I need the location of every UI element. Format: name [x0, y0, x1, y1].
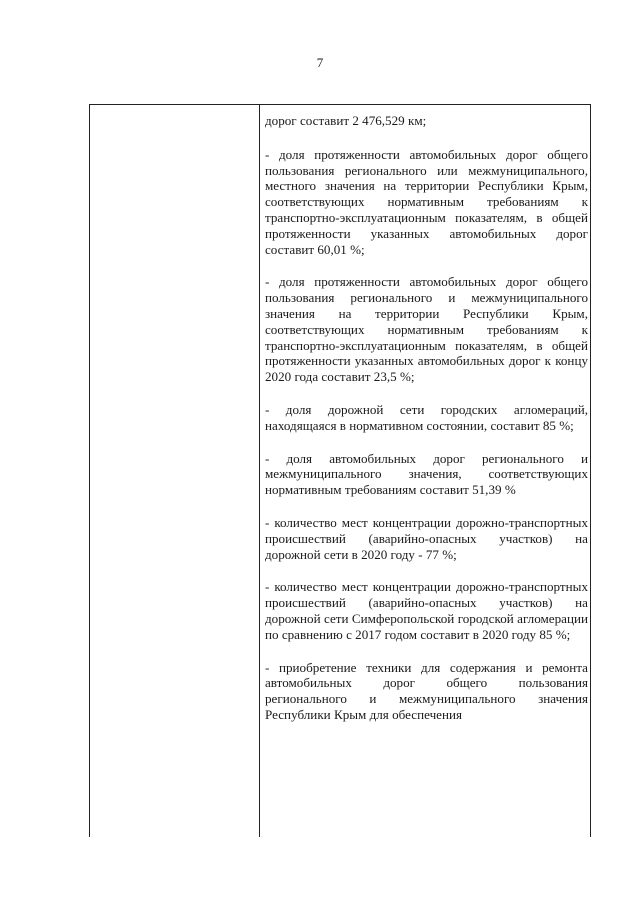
table-right-cell — [261, 105, 592, 837]
paragraph-regional-roads-share-2020: - доля протяженности автомобильных дорог общего пользования регионального и межмуниципального значения на территории Республики Крым, соответствующих нормативным требованиям к транспортно-эксплуатационным показателям, в общей протяженности указанных автомобильных дорог к концу 2020 года составит 23,5 %; — [265, 274, 588, 385]
paragraph-regulatory-compliance-share: - доля автомобильных дорог регионального и межмуниципального значения, соответствующих нормативным требованиям составит 51,39 % — [265, 450, 588, 498]
paragraph-equipment-purchase: - приобретение техники для содержания и ремонта автомобильных дорог общего пользования регионального и межмуниципального значения Республики Крым для обеспечения — [265, 659, 588, 722]
document-table — [89, 104, 591, 837]
paragraph-agglomeration-network-share: - доля дорожной сети городских агломераций, находящаяся в нормативном состоянии, составит 85 %; — [265, 401, 588, 433]
paragraph-regional-local-roads-share: - доля протяженности автомобильных дорог общего пользования регионального или межмуниципального, местного значения на территории Республики Крым, соответствующих нормативным требованиям к транспортно-эксплуатационным показателям, в общей протяженности указанных автомобильных дорог составит 60,01 %; — [265, 146, 588, 257]
paragraph-accident-sites-simferopol: - количество мест концентрации дорожно-транспортных происшествий (аварийно-опасных участков) на дорожной сети Симферопольской городской агломерации по сравнению с 2017 годом составит в 2020 году 85 %; — [265, 579, 588, 642]
paragraph-road-length: дорог составит 2 476,529 км; — [265, 113, 427, 128]
paragraph-accident-sites-2020: - количество мест концентрации дорожно-транспортных происшествий (аварийно-опасных участков) на дорожной сети в 2020 году - 77 %; — [265, 514, 588, 562]
page-number: 7 — [316, 55, 324, 70]
table-left-cell — [90, 105, 260, 837]
